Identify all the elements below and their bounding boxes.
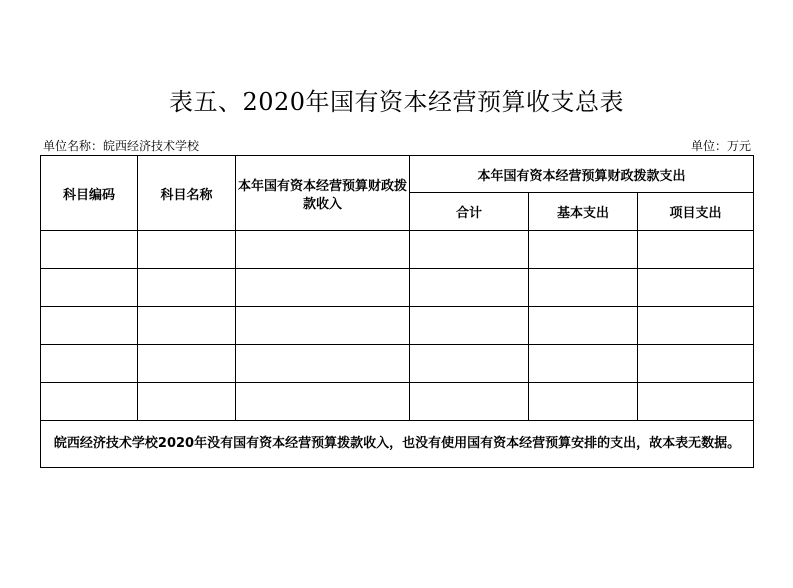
table-row — [41, 345, 754, 383]
table-cell — [529, 269, 638, 307]
budget-table — [40, 155, 754, 468]
table-row — [41, 231, 754, 269]
table-cell — [529, 383, 638, 421]
table-note: 皖西经济技术学校2020年没有国有资本经营预算拨款收入，也没有使用国有资本经营预算安排的支出，故本表无数据。 — [41, 421, 754, 468]
header-subject-name: 科目名称 — [138, 156, 236, 231]
table-cell — [138, 383, 236, 421]
table-cell — [638, 307, 754, 345]
header-total: 合计 — [410, 193, 529, 231]
table-cell — [138, 231, 236, 269]
header-income: 本年国有资本经营预算财政拨款收入 — [236, 156, 410, 231]
table-cell — [41, 383, 138, 421]
table-cell — [410, 307, 529, 345]
table-cell — [638, 269, 754, 307]
table-cell — [410, 345, 529, 383]
table-cell — [138, 269, 236, 307]
unit-label: 单位：万元 — [690, 139, 751, 153]
table-cell — [529, 231, 638, 269]
page-title: 表五、2020年国有资本经营预算收支总表 — [168, 88, 625, 116]
header-project-expense: 项目支出 — [638, 193, 754, 231]
table-cell — [138, 345, 236, 383]
table-cell — [410, 231, 529, 269]
header-subject-code: 科目编码 — [41, 156, 138, 231]
table-cell — [236, 307, 410, 345]
table-cell — [529, 307, 638, 345]
header-expense-group: 本年国有资本经营预算财政拨款支出 — [410, 156, 754, 193]
table-cell — [529, 345, 638, 383]
table-row — [41, 269, 754, 307]
table-cell — [138, 307, 236, 345]
table-cell — [41, 269, 138, 307]
table-cell — [236, 383, 410, 421]
unit-name-label: 单位名称：皖西经济技术学校 — [43, 139, 200, 153]
table-cell — [410, 383, 529, 421]
table-cell — [638, 231, 754, 269]
table-cell — [236, 269, 410, 307]
table-cell — [638, 383, 754, 421]
header-basic-expense: 基本支出 — [529, 193, 638, 231]
table-row — [41, 307, 754, 345]
table-cell — [236, 345, 410, 383]
table-row — [41, 383, 754, 421]
table-cell — [236, 231, 410, 269]
table-cell — [638, 345, 754, 383]
table-cell — [41, 345, 138, 383]
table-cell — [41, 307, 138, 345]
table-cell — [41, 231, 138, 269]
table-cell — [410, 269, 529, 307]
